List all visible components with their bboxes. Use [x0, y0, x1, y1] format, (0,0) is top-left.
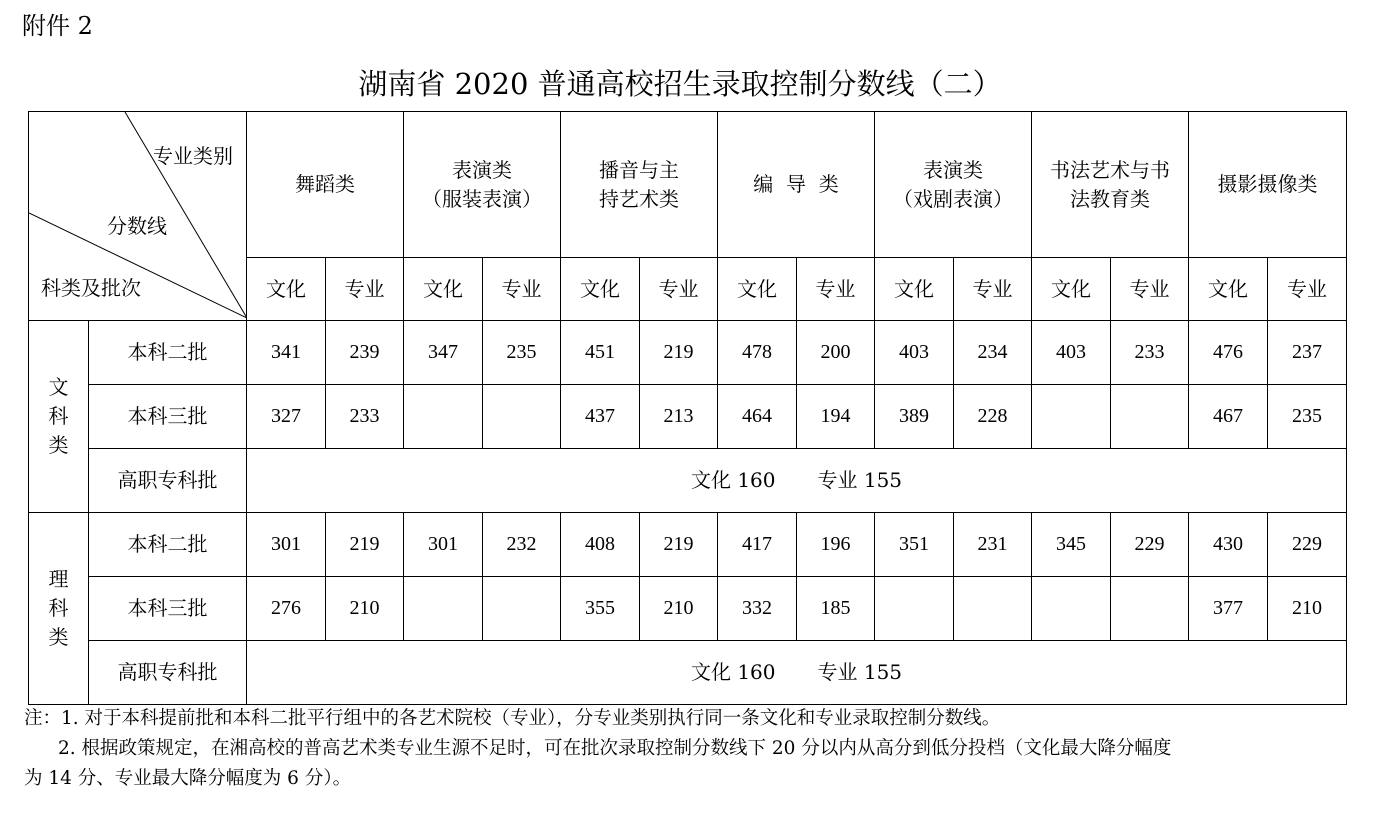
category-header-calligraphy: 书法艺术与书 法教育类: [1032, 112, 1189, 258]
score-cell: [1111, 577, 1189, 641]
score-cell: 332: [718, 577, 797, 641]
page-title: 湖南省 2020 普通高校招生录取控制分数线（二）: [358, 67, 1002, 101]
score-cell: 196: [797, 513, 875, 577]
batch-label: 高职专科批: [89, 449, 247, 513]
table-row: [29, 385, 1347, 449]
score-cell: 233: [326, 385, 404, 449]
score-cell: 235: [1268, 385, 1347, 449]
score-cell: 327: [247, 385, 326, 449]
subject-cell-liberal-arts: 文 科 类: [29, 321, 89, 513]
score-cell: 234: [954, 321, 1032, 385]
subheader-culture: 文化: [1189, 258, 1268, 321]
table-row: [29, 321, 1347, 385]
subheader-culture: 文化: [404, 258, 483, 321]
score-cell: 219: [640, 321, 718, 385]
batch-label: 本科二批: [89, 513, 247, 577]
score-cell: 408: [561, 513, 640, 577]
corner-label-score-line: 分数线: [107, 214, 167, 238]
subheader-major: 专业: [1268, 258, 1347, 321]
score-cell: [483, 577, 561, 641]
vocational-major-score: 专业 155: [817, 468, 903, 492]
table-row: [29, 641, 1347, 705]
score-cell: 229: [1268, 513, 1347, 577]
table-row: [29, 449, 1347, 513]
category-header-dance: 舞蹈类: [247, 112, 404, 258]
vocational-culture-score: 文化 160: [690, 660, 776, 684]
score-cell: 467: [1189, 385, 1268, 449]
score-cell: 185: [797, 577, 875, 641]
category-header-costume-performance: 表演类 （服装表演）: [404, 112, 561, 258]
score-cell: 377: [1189, 577, 1268, 641]
subheader-major: 专业: [483, 258, 561, 321]
score-cell: 237: [1268, 321, 1347, 385]
score-cell: 478: [718, 321, 797, 385]
score-cell: 210: [640, 577, 718, 641]
footnote-2: 2. 根据政策规定，在湘高校的普高艺术类专业生源不足时，可在批次录取控制分数线下 20 分以内从高分到低分投档（文化最大降分幅度: [58, 738, 1172, 759]
score-cell: 451: [561, 321, 640, 385]
score-cell: 351: [875, 513, 954, 577]
score-cell: [1032, 577, 1111, 641]
corner-label-subject-batch: 科类及批次: [41, 276, 141, 300]
score-cell: 219: [326, 513, 404, 577]
subheader-major: 专业: [954, 258, 1032, 321]
category-header-photography: 摄影摄像类: [1189, 112, 1347, 258]
score-table: [28, 111, 1347, 705]
subheader-major: 专业: [1111, 258, 1189, 321]
score-cell: 213: [640, 385, 718, 449]
score-cell: 430: [1189, 513, 1268, 577]
score-cell: 232: [483, 513, 561, 577]
score-cell: [1111, 385, 1189, 449]
vocational-combined-score: [247, 449, 1347, 513]
score-cell: [404, 577, 483, 641]
batch-label: 本科二批: [89, 321, 247, 385]
score-cell: 345: [1032, 513, 1111, 577]
score-cell: 231: [954, 513, 1032, 577]
score-cell: 228: [954, 385, 1032, 449]
score-cell: 276: [247, 577, 326, 641]
vocational-combined-score: [247, 641, 1347, 705]
vocational-major-score: 专业 155: [817, 660, 903, 684]
score-cell: 389: [875, 385, 954, 449]
subheader-culture: 文化: [1032, 258, 1111, 321]
score-cell: 210: [326, 577, 404, 641]
subheader-culture: 文化: [718, 258, 797, 321]
vocational-culture-score: 文化 160: [690, 468, 776, 492]
footnote-1: 注：1. 对于本科提前批和本科二批平行组中的各艺术院校（专业），分专业类别执行同一条文化和专业录取控制分数线。: [24, 708, 1001, 729]
score-cell: [1032, 385, 1111, 449]
footnotes: [24, 704, 1171, 794]
score-cell: 464: [718, 385, 797, 449]
score-cell: 233: [1111, 321, 1189, 385]
score-cell: [404, 385, 483, 449]
category-header-directing: 编 导 类: [718, 112, 875, 258]
score-cell: 347: [404, 321, 483, 385]
score-cell: [483, 385, 561, 449]
score-cell: 210: [1268, 577, 1347, 641]
score-cell: 355: [561, 577, 640, 641]
score-cell: 341: [247, 321, 326, 385]
batch-label: 本科三批: [89, 577, 247, 641]
score-cell: 403: [1032, 321, 1111, 385]
corner-label-category: 专业类别: [153, 144, 233, 168]
category-header-drama-performance: 表演类 （戏剧表演）: [875, 112, 1032, 258]
table-row: [29, 513, 1347, 577]
score-cell: 476: [1189, 321, 1268, 385]
score-cell: 219: [640, 513, 718, 577]
subheader-culture: 文化: [247, 258, 326, 321]
category-header-broadcasting: 播音与主 持艺术类: [561, 112, 718, 258]
score-cell: 301: [404, 513, 483, 577]
score-cell: 403: [875, 321, 954, 385]
batch-label: 高职专科批: [89, 641, 247, 705]
score-cell: 235: [483, 321, 561, 385]
attachment-label: 附件 2: [22, 12, 93, 40]
subheader-major: 专业: [640, 258, 718, 321]
subheader-major: 专业: [797, 258, 875, 321]
subheader-major: 专业: [326, 258, 404, 321]
subject-cell-science: 理 科 类: [29, 513, 89, 705]
score-cell: 200: [797, 321, 875, 385]
subheader-culture: 文化: [561, 258, 640, 321]
score-cell: 194: [797, 385, 875, 449]
score-cell: 229: [1111, 513, 1189, 577]
subheader-culture: 文化: [875, 258, 954, 321]
score-cell: 417: [718, 513, 797, 577]
header-corner-cell: [29, 112, 247, 321]
score-cell: [954, 577, 1032, 641]
score-cell: 301: [247, 513, 326, 577]
table-row: [29, 577, 1347, 641]
score-cell: [875, 577, 954, 641]
score-cell: 437: [561, 385, 640, 449]
footnote-2-continued: 为 14 分、专业最大降分幅度为 6 分）。: [24, 768, 352, 789]
score-cell: 239: [326, 321, 404, 385]
batch-label: 本科三批: [89, 385, 247, 449]
